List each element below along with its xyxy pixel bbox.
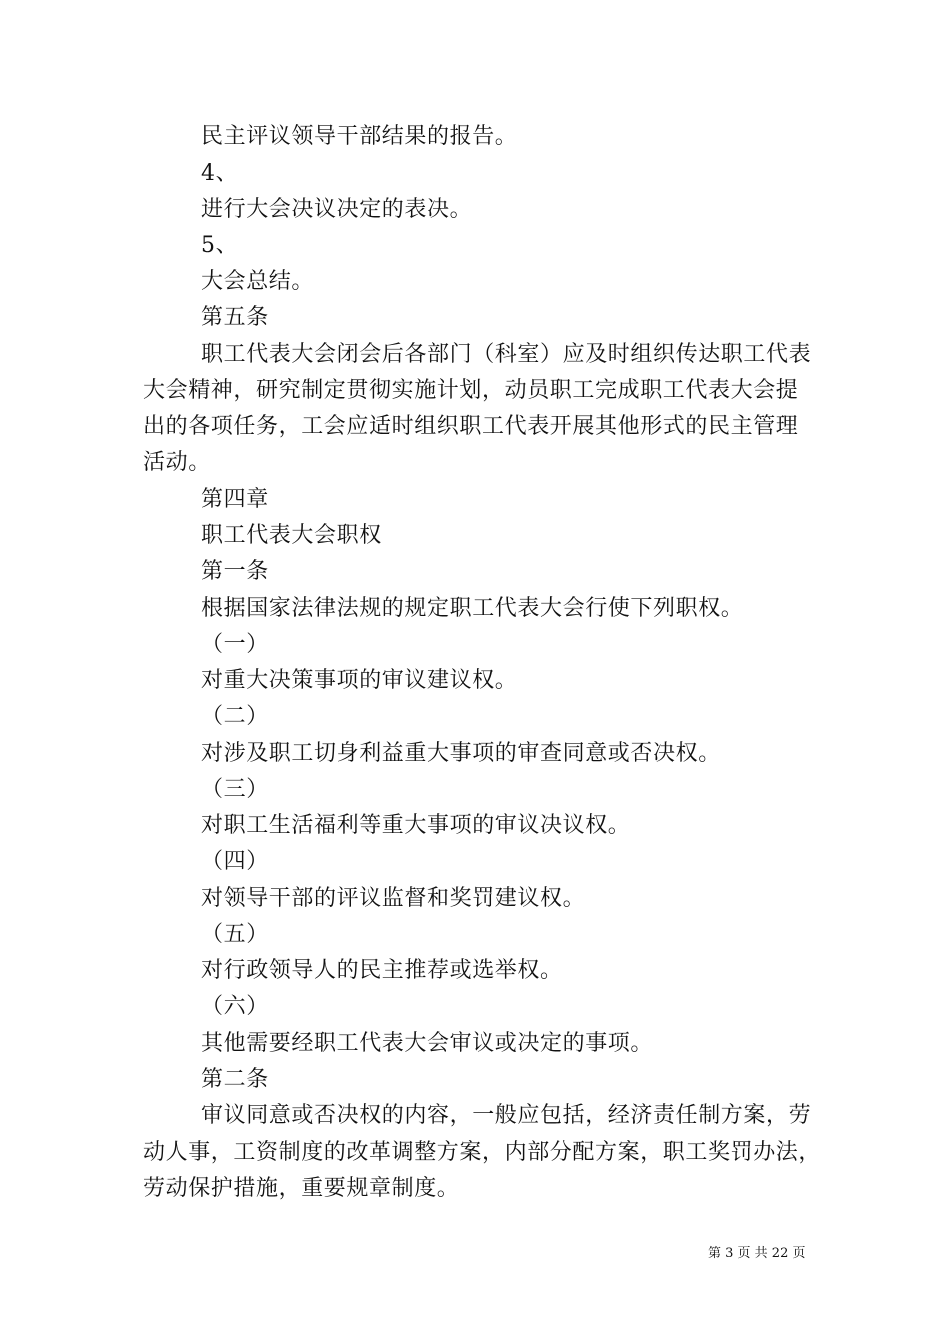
chapter-title: 职工代表大会职权 <box>201 523 382 548</box>
paragraph-line: 审议同意或否决权的内容，一般应包括，经济责任制方案，劳 <box>201 1103 812 1128</box>
text-line: 大会总结。 <box>201 269 315 294</box>
article-heading: 第一条 <box>201 559 269 584</box>
list-marker: （二） <box>201 704 269 729</box>
paragraph-line: 职工代表大会闭会后各部门（科室）应及时组织传达职工代表 <box>201 342 812 367</box>
paragraph-line: 劳动保护措施，重要规章制度。 <box>143 1176 460 1201</box>
list-item: 对行政领导人的民主推荐或选举权。 <box>201 958 563 983</box>
paragraph-line: 动人事，工资制度的改革调整方案，内部分配方案，职工奖罚办法， <box>143 1140 822 1165</box>
list-marker: （六） <box>201 994 269 1019</box>
list-item: 其他需要经职工代表大会审议或决定的事项。 <box>201 1031 654 1056</box>
list-number: 4、 <box>201 161 239 186</box>
paragraph-line: 大会精神，研究制定贯彻实施计划，动员职工完成职工代表大会提 <box>143 378 799 403</box>
list-item: 对涉及职工切身利益重大事项的审查同意或否决权。 <box>201 741 721 766</box>
list-marker: （五） <box>201 922 269 947</box>
list-marker: （四） <box>201 849 269 874</box>
list-marker: （一） <box>201 632 269 657</box>
list-item: 对重大决策事项的审议建议权。 <box>201 668 518 693</box>
article-heading: 第二条 <box>201 1067 269 1092</box>
text-line: 民主评议领导干部结果的报告。 <box>201 124 518 149</box>
paragraph-line: 活动。 <box>143 450 211 475</box>
list-item: 对领导干部的评议监督和奖罚建议权。 <box>201 886 586 911</box>
page-number: 第 3 页 共 22 页 <box>708 1246 806 1261</box>
list-item: 对职工生活福利等重大事项的审议决议权。 <box>201 813 631 838</box>
article-heading: 第五条 <box>201 305 269 330</box>
chapter-heading: 第四章 <box>201 487 269 512</box>
text-line: 根据国家法律法规的规定职工代表大会行使下列职权。 <box>201 596 744 621</box>
list-number: 5、 <box>201 233 239 258</box>
list-marker: （三） <box>201 777 269 802</box>
text-line: 进行大会决议决定的表决。 <box>201 197 473 222</box>
paragraph-line: 出的各项任务，工会应适时组织职工代表开展其他形式的民主管理 <box>143 414 799 439</box>
